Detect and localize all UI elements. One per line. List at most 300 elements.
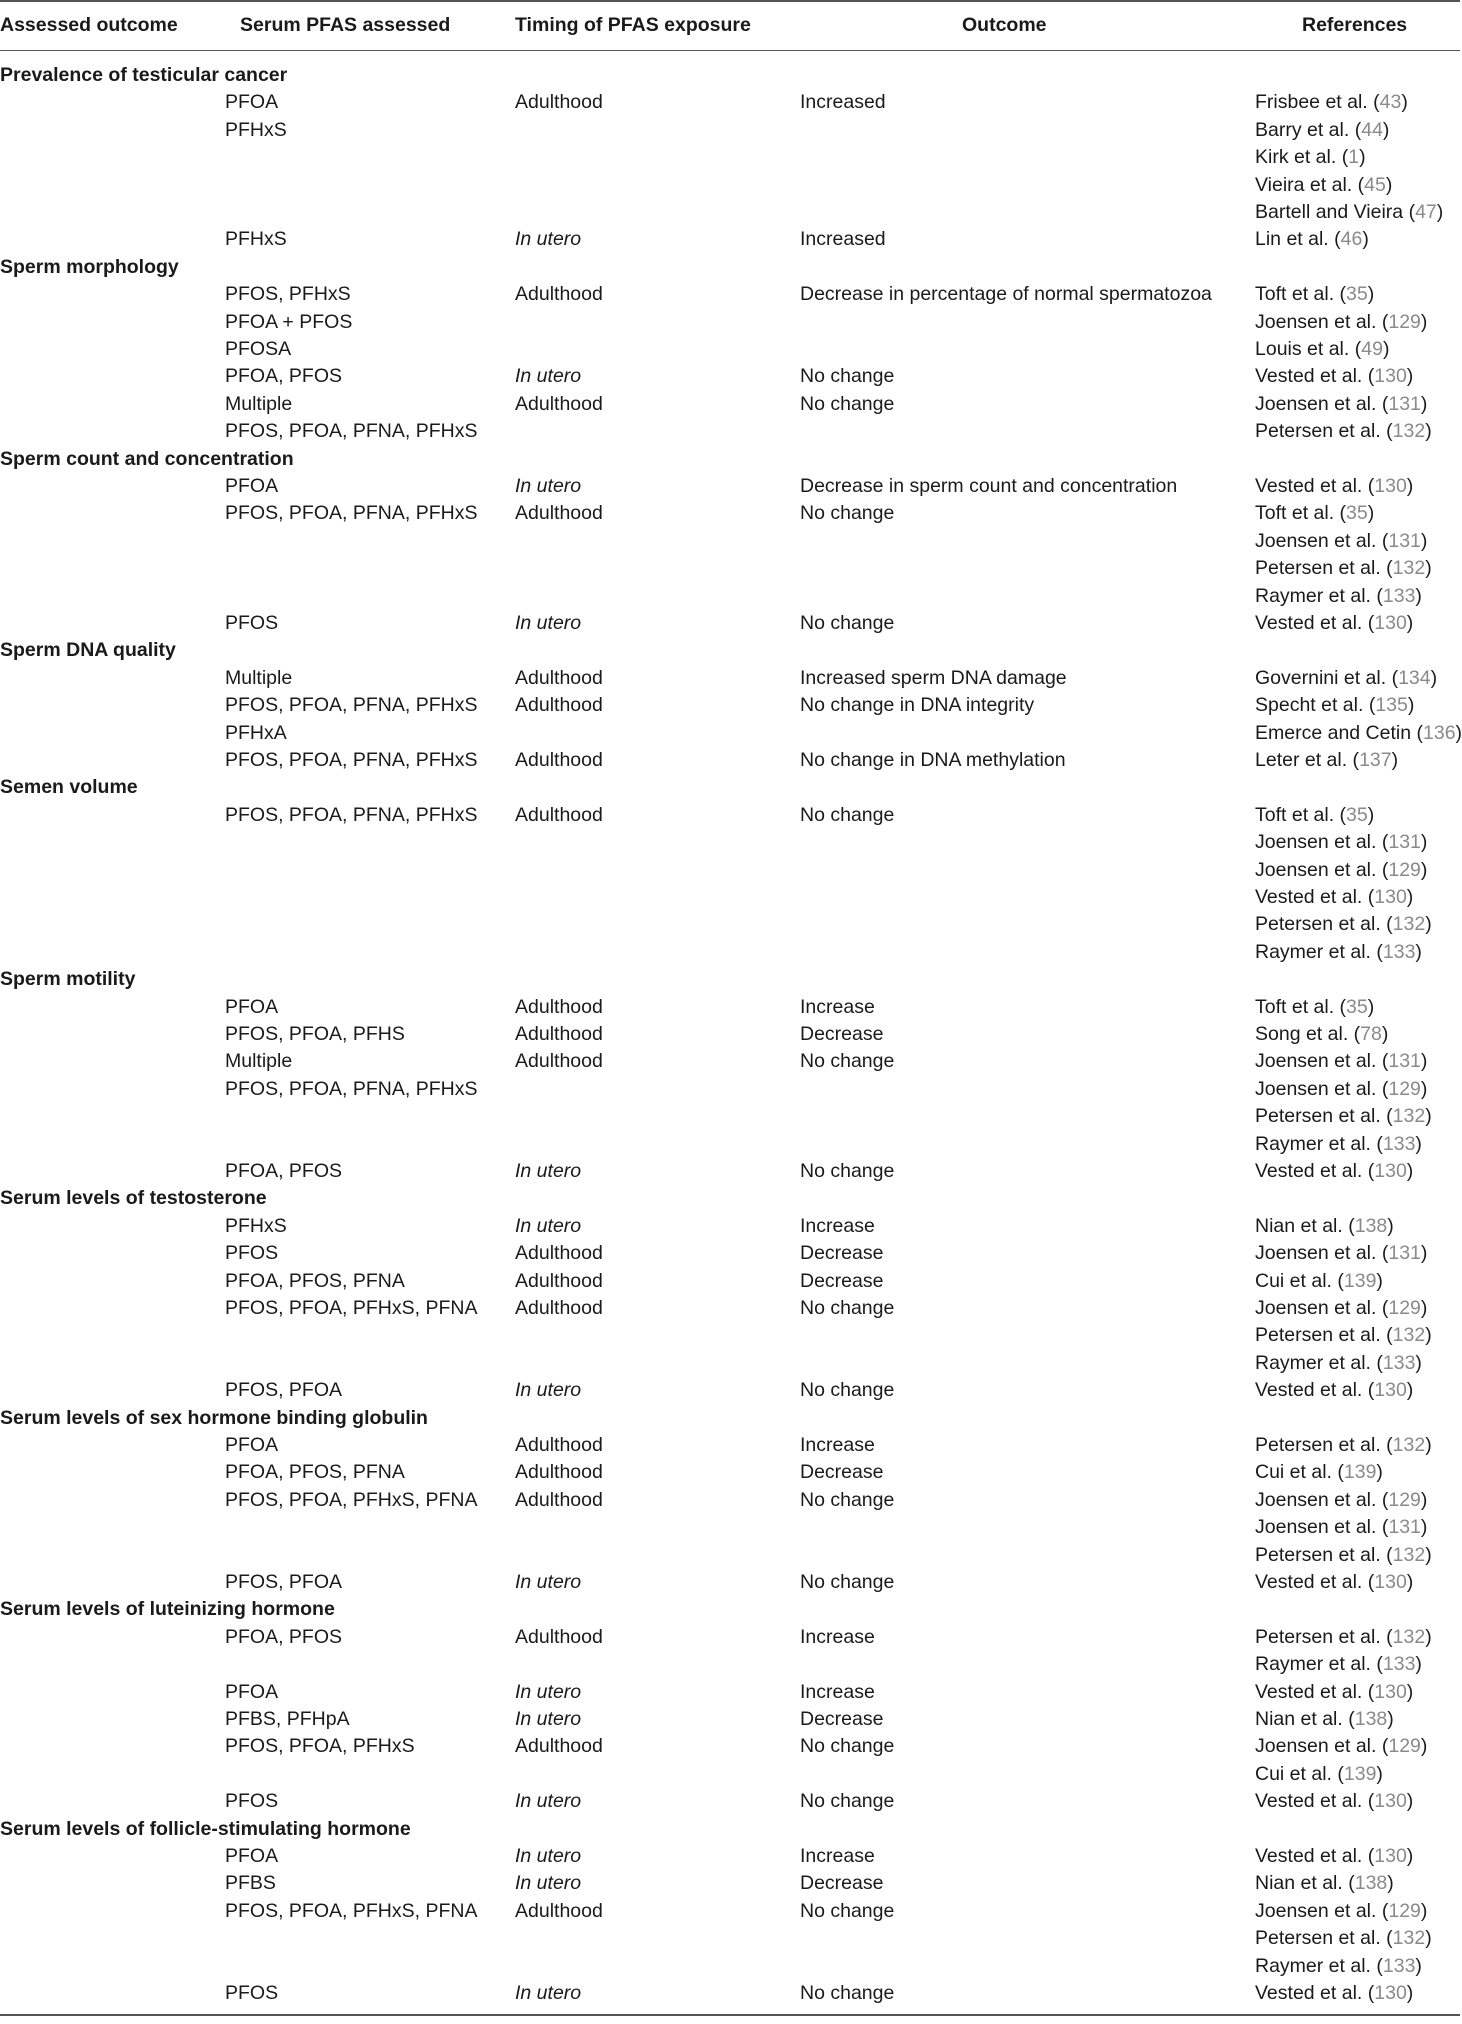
reference-number-link[interactable]: 134 xyxy=(1398,666,1431,689)
timing-cell: In utero xyxy=(515,1214,582,1237)
outcome-cell: Decrease xyxy=(800,1242,884,1265)
timing-cell: In utero xyxy=(515,1680,582,1703)
pfas-cell: PFOA xyxy=(225,1680,279,1703)
reference-author: Vested et al. xyxy=(1255,1160,1363,1182)
timing-cell: In utero xyxy=(515,1160,582,1182)
reference-number-link[interactable]: 130 xyxy=(1374,475,1407,497)
reference-author: Joensen et al. xyxy=(1255,1488,1377,1511)
reference-number-link[interactable]: 130 xyxy=(1374,1160,1407,1182)
reference-number-link[interactable]: 139 xyxy=(1343,1762,1377,1785)
section-heading: Serum levels of luteinizing hormone xyxy=(0,1598,335,1621)
reference-author: Toft et al. xyxy=(1255,502,1335,525)
reference-author: Vested et al. xyxy=(1255,1571,1363,1593)
reference-cell: Toft et al. (35) xyxy=(1255,995,1375,1018)
timing-cell: In utero xyxy=(515,1845,582,1867)
timing-cell: Adulthood xyxy=(515,1461,603,1484)
reference-author: Song et al. xyxy=(1255,1023,1349,1045)
outcome-cell: No change xyxy=(800,1488,895,1511)
reference-number-link[interactable]: 133 xyxy=(1382,1954,1416,1977)
header-assessed-outcome: Assessed outcome xyxy=(0,14,178,36)
reference-author: Raymer et al. xyxy=(1255,1351,1371,1374)
reference-cell: Raymer et al. (133) xyxy=(1255,940,1422,963)
outcome-cell: No change xyxy=(800,392,895,415)
reference-number-link[interactable]: 133 xyxy=(1382,940,1416,963)
reference-number-link[interactable]: 129 xyxy=(1388,1899,1421,1922)
reference-cell: Vested et al. (130) xyxy=(1255,886,1414,908)
pfas-cell: PFOA, PFOS xyxy=(225,365,343,388)
reference-number-link[interactable]: 78 xyxy=(1360,1023,1382,1045)
reference-cell: Joensen et al. (129) xyxy=(1255,1077,1428,1100)
timing-cell: In utero xyxy=(515,1872,582,1895)
reference-cell: Specht et al. (135) xyxy=(1255,694,1415,717)
reference-cell: Joensen et al. (131) xyxy=(1255,392,1428,415)
reference-author: Raymer et al. xyxy=(1255,584,1371,607)
reference-cell: Joensen et al. (129) xyxy=(1255,310,1428,333)
reference-number-link[interactable]: 130 xyxy=(1374,886,1407,908)
pfas-cell: PFOS, PFOA, PFNA, PFHxS xyxy=(225,749,478,771)
outcome-cell: Increase xyxy=(800,1845,875,1867)
reference-cell: Joensen et al. (129) xyxy=(1255,1297,1428,1319)
reference-author: Vested et al. xyxy=(1255,1982,1363,2004)
reference-number-link[interactable]: 45 xyxy=(1364,173,1386,196)
timing-cell: Adulthood xyxy=(515,1297,603,1319)
reference-author: Raymer et al. xyxy=(1255,1954,1371,1977)
header-outcome: Outcome xyxy=(962,14,1047,36)
reference-author: Nian et al. xyxy=(1255,1214,1343,1237)
reference-author: Joensen et al. xyxy=(1255,310,1377,333)
pfas-cell: PFOS, PFOA, PFHxS, PFNA xyxy=(225,1899,478,1922)
reference-author: Lin et al. xyxy=(1255,228,1329,251)
timing-cell: In utero xyxy=(515,365,582,388)
outcome-cell: Increase xyxy=(800,1680,875,1703)
section-heading: Sperm motility xyxy=(0,968,136,991)
reference-number-link[interactable]: 132 xyxy=(1392,1105,1426,1128)
timing-cell: Adulthood xyxy=(515,1899,603,1922)
reference-author: Governini et al. xyxy=(1255,666,1387,689)
reference-number-link[interactable]: 132 xyxy=(1392,1927,1426,1950)
timing-cell: Adulthood xyxy=(515,1050,603,1073)
reference-number-link[interactable]: 46 xyxy=(1340,228,1363,251)
reference-number-link[interactable]: 44 xyxy=(1361,118,1383,141)
pfas-cell: PFOS xyxy=(225,612,279,634)
reference-author: Nian et al. xyxy=(1255,1708,1343,1730)
header-rule xyxy=(0,50,1460,51)
pfas-cell: PFOS, PFOA xyxy=(225,1379,343,1402)
reference-author: Nian et al. xyxy=(1255,1872,1343,1895)
outcome-cell: Decrease in sperm count and concentration xyxy=(800,475,1178,497)
reference-author: Joensen et al. xyxy=(1255,1077,1377,1100)
timing-cell: Adulthood xyxy=(515,1242,603,1265)
reference-author: Petersen et al. xyxy=(1255,1324,1381,1347)
reference-cell: Joensen et al. (129) xyxy=(1255,1899,1428,1922)
reference-author: Vested et al. xyxy=(1255,475,1363,497)
reference-author: Toft et al. xyxy=(1255,283,1335,306)
reference-cell: Raymer et al. (133) xyxy=(1255,1653,1422,1676)
pfas-cell: PFOS, PFOA, PFNA, PFHxS xyxy=(225,1077,478,1100)
reference-author: Cui et al. xyxy=(1255,1461,1332,1484)
pfas-cell: PFOS, PFOA xyxy=(225,1571,343,1593)
timing-cell: In utero xyxy=(515,475,582,497)
timing-cell: Adulthood xyxy=(515,1023,603,1045)
reference-number-link[interactable]: 49 xyxy=(1361,338,1383,360)
reference-number-link[interactable]: 133 xyxy=(1382,584,1416,607)
reference-number-link[interactable]: 137 xyxy=(1359,749,1392,771)
reference-number-link[interactable]: 35 xyxy=(1346,283,1368,306)
reference-number-link[interactable]: 133 xyxy=(1382,1132,1416,1155)
reference-author: Toft et al. xyxy=(1255,803,1335,826)
reference-number-link[interactable]: 35 xyxy=(1346,995,1368,1018)
pfas-cell: PFOS, PFOA, PFNA, PFHxS xyxy=(225,502,478,525)
reference-author: Joensen et al. xyxy=(1255,1735,1377,1758)
reference-number-link[interactable]: 131 xyxy=(1388,392,1421,415)
reference-cell: Song et al. (78) xyxy=(1255,1023,1389,1045)
reference-author: Petersen et al. xyxy=(1255,1434,1381,1456)
reference-number-link[interactable]: 43 xyxy=(1379,91,1402,114)
outcome-cell: Increased sperm DNA damage xyxy=(800,666,1067,689)
outcome-cell: Increased xyxy=(800,91,886,114)
reference-cell: Toft et al. (35) xyxy=(1255,803,1375,826)
reference-author: Petersen et al. xyxy=(1255,420,1381,443)
outcome-cell: No change xyxy=(800,803,895,826)
reference-author: Toft et al. xyxy=(1255,995,1335,1018)
reference-author: Cui et al. xyxy=(1255,1762,1332,1785)
outcome-cell: No change in DNA methylation xyxy=(800,749,1066,771)
timing-cell: Adulthood xyxy=(515,1488,603,1511)
outcome-cell: Decrease xyxy=(800,1269,884,1292)
timing-cell: Adulthood xyxy=(515,1269,603,1292)
reference-author: Vested et al. xyxy=(1255,365,1363,388)
reference-number-link[interactable]: 129 xyxy=(1388,310,1421,333)
reference-cell: Petersen et al. (132) xyxy=(1255,1324,1432,1347)
reference-number-link[interactable]: 133 xyxy=(1382,1653,1416,1676)
section-heading: Semen volume xyxy=(0,776,138,799)
section-heading: Serum levels of testosterone xyxy=(0,1187,267,1210)
reference-author: Emerce and Cetin xyxy=(1255,721,1412,744)
reference-cell: Nian et al. (138) xyxy=(1255,1872,1394,1895)
reference-number-link[interactable]: 131 xyxy=(1388,1242,1421,1265)
reference-cell: Petersen et al. (132) xyxy=(1255,1434,1432,1456)
reference-cell: Cui et al. (139) xyxy=(1255,1461,1383,1484)
outcome-cell: No change xyxy=(800,1982,895,2004)
reference-author: Leter et al. xyxy=(1255,749,1348,771)
reference-author: Louis et al. xyxy=(1255,338,1350,360)
timing-cell: Adulthood xyxy=(515,666,603,689)
reference-cell: Joensen et al. (131) xyxy=(1255,1242,1428,1265)
reference-cell: Nian et al. (138) xyxy=(1255,1708,1394,1730)
reference-author: Joensen et al. xyxy=(1255,529,1377,552)
timing-cell: Adulthood xyxy=(515,694,603,717)
reference-cell: Petersen et al. (132) xyxy=(1255,1927,1432,1950)
pfas-cell: PFOA + PFOS xyxy=(225,310,353,333)
timing-cell: Adulthood xyxy=(515,283,603,306)
outcome-cell: Increase xyxy=(800,1214,875,1237)
reference-number-link[interactable]: 130 xyxy=(1374,1680,1407,1703)
reference-cell: Joensen et al. (131) xyxy=(1255,1516,1428,1539)
timing-cell: Adulthood xyxy=(515,502,603,525)
section-heading: Sperm morphology xyxy=(0,255,179,278)
section-heading: Serum levels of sex hormone binding globulin xyxy=(0,1406,428,1429)
pfas-cell: PFBS, PFHpA xyxy=(225,1708,350,1730)
reference-number-link[interactable]: 130 xyxy=(1374,1790,1407,1813)
pfas-cell: PFOS, PFHxS xyxy=(225,283,351,306)
timing-cell: Adulthood xyxy=(515,749,603,771)
reference-number-link[interactable]: 129 xyxy=(1388,1735,1421,1758)
outcome-cell: No change xyxy=(800,1571,895,1593)
reference-cell: Vested et al. (130) xyxy=(1255,612,1414,634)
reference-cell: Toft et al. (35) xyxy=(1255,283,1375,306)
reference-author: Petersen et al. xyxy=(1255,1543,1381,1566)
reference-cell: Vested et al. (130) xyxy=(1255,1982,1414,2004)
reference-cell: Leter et al. (137) xyxy=(1255,749,1399,771)
timing-cell: Adulthood xyxy=(515,91,603,114)
pfas-cell: PFOS, PFOA, PFHS xyxy=(225,1023,405,1045)
reference-author: Raymer et al. xyxy=(1255,1132,1371,1155)
reference-cell: Petersen et al. (132) xyxy=(1255,1105,1432,1128)
reference-cell: Vested et al. (130) xyxy=(1255,1160,1414,1182)
pfas-cell: PFOS, PFOA, PFHxS, PFNA xyxy=(225,1297,478,1319)
pfas-cell: PFOS, PFOA, PFNA, PFHxS xyxy=(225,420,478,443)
section-heading: Serum levels of follicle-stimulating hormone xyxy=(0,1817,411,1840)
reference-author: Vieira et al. xyxy=(1255,173,1353,196)
reference-author: Frisbee et al. xyxy=(1255,91,1368,114)
reference-cell: Cui et al. (139) xyxy=(1255,1269,1383,1292)
section-heading: Sperm DNA quality xyxy=(0,639,176,662)
reference-author: Petersen et al. xyxy=(1255,1105,1381,1128)
timing-cell: Adulthood xyxy=(515,392,603,415)
reference-cell: Raymer et al. (133) xyxy=(1255,1954,1422,1977)
reference-cell: Vieira et al. (45) xyxy=(1255,173,1393,196)
reference-number-link[interactable]: 131 xyxy=(1388,831,1421,854)
reference-number-link[interactable]: 35 xyxy=(1346,803,1368,826)
pfas-cell: PFHxS xyxy=(225,118,287,141)
pfas-cell: PFOS, PFOA, PFNA, PFHxS xyxy=(225,694,478,717)
pfas-cell: PFOS xyxy=(225,1790,279,1813)
reference-cell: Vested et al. (130) xyxy=(1255,1680,1414,1703)
reference-number-link[interactable]: 131 xyxy=(1388,1516,1421,1539)
reference-author: Vested et al. xyxy=(1255,612,1363,634)
reference-number-link[interactable]: 139 xyxy=(1343,1269,1377,1292)
reference-cell: Joensen et al. (131) xyxy=(1255,1050,1428,1073)
reference-cell: Toft et al. (35) xyxy=(1255,502,1375,525)
reference-author: Joensen et al. xyxy=(1255,1297,1377,1319)
section-heading: Sperm count and concentration xyxy=(0,447,294,470)
pfas-cell: PFOA, PFOS, PFNA xyxy=(225,1461,405,1484)
reference-cell: Joensen et al. (129) xyxy=(1255,858,1428,881)
reference-cell: Louis et al. (49) xyxy=(1255,338,1390,360)
reference-author: Petersen et al. xyxy=(1255,1625,1381,1648)
reference-cell: Raymer et al. (133) xyxy=(1255,1132,1422,1155)
reference-cell: Cui et al. (139) xyxy=(1255,1762,1383,1785)
reference-number-link[interactable]: 138 xyxy=(1354,1708,1388,1730)
reference-cell: Vested et al. (130) xyxy=(1255,475,1414,497)
pfas-cell: Multiple xyxy=(225,1050,293,1073)
outcome-cell: No change xyxy=(800,365,895,388)
reference-author: Joensen et al. xyxy=(1255,1242,1377,1265)
timing-cell: In utero xyxy=(515,1982,582,2004)
reference-author: Kirk et al. xyxy=(1255,146,1337,169)
reference-number-link[interactable]: 130 xyxy=(1374,1379,1407,1402)
pfas-cell: PFOS xyxy=(225,1982,279,2004)
timing-cell: In utero xyxy=(515,1708,582,1730)
reference-cell: Frisbee et al. (43) xyxy=(1255,91,1408,114)
reference-author: Vested et al. xyxy=(1255,1790,1363,1813)
pfas-cell: PFOA, PFOS xyxy=(225,1625,343,1648)
reference-number-link[interactable]: 47 xyxy=(1415,201,1437,223)
timing-cell: Adulthood xyxy=(515,803,603,826)
reference-number-link[interactable]: 1 xyxy=(1348,146,1360,169)
reference-author: Joensen et al. xyxy=(1255,1516,1377,1539)
section-heading: Prevalence of testicular cancer xyxy=(0,64,288,86)
timing-cell: Adulthood xyxy=(515,1434,603,1456)
pfas-cell: PFOS, PFOA, PFHxS, PFNA xyxy=(225,1488,478,1511)
timing-cell: In utero xyxy=(515,228,582,251)
reference-author: Raymer et al. xyxy=(1255,940,1371,963)
outcome-cell: No change xyxy=(800,612,895,634)
reference-author: Joensen et al. xyxy=(1255,1050,1377,1073)
outcome-cell: Increase xyxy=(800,995,875,1018)
pfas-cell: PFOA xyxy=(225,995,279,1018)
reference-number-link[interactable]: 132 xyxy=(1392,557,1426,580)
reference-cell: Vested et al. (130) xyxy=(1255,365,1414,388)
reference-author: Vested et al. xyxy=(1255,1845,1363,1867)
reference-author: Petersen et al. xyxy=(1255,1927,1381,1950)
outcome-cell: Decrease in percentage of normal spermatozoa xyxy=(800,283,1212,306)
reference-number-link[interactable]: 132 xyxy=(1392,913,1426,936)
outcome-cell: No change xyxy=(800,1050,895,1073)
pfas-cell: PFHxS xyxy=(225,228,287,251)
reference-author: Joensen et al. xyxy=(1255,392,1377,415)
reference-cell: Bartell and Vieira (47) xyxy=(1255,201,1444,223)
reference-number-link[interactable]: 130 xyxy=(1374,1982,1407,2004)
reference-number-link[interactable]: 132 xyxy=(1392,420,1426,443)
reference-number-link[interactable]: 132 xyxy=(1392,1543,1426,1566)
reference-number-link[interactable]: 129 xyxy=(1388,1297,1421,1319)
reference-number-link[interactable]: 133 xyxy=(1382,1351,1416,1374)
pfas-cell: Multiple xyxy=(225,392,293,415)
reference-cell: Joensen et al. (131) xyxy=(1255,529,1428,552)
outcome-cell: Decrease xyxy=(800,1708,884,1730)
reference-cell: Joensen et al. (129) xyxy=(1255,1735,1428,1758)
reference-number-link[interactable]: 131 xyxy=(1388,529,1421,552)
header-references: References xyxy=(1302,14,1408,36)
reference-cell: Vested et al. (130) xyxy=(1255,1571,1414,1593)
reference-number-link[interactable]: 135 xyxy=(1375,694,1408,717)
header-serum-pfas: Serum PFAS assessed xyxy=(240,14,451,36)
timing-cell: In utero xyxy=(515,1379,582,1402)
reference-number-link[interactable]: 129 xyxy=(1388,1488,1421,1511)
pfas-cell: Multiple xyxy=(225,666,293,689)
timing-cell: In utero xyxy=(515,612,582,634)
reference-number-link[interactable]: 35 xyxy=(1346,502,1368,525)
reference-number-link[interactable]: 130 xyxy=(1374,612,1407,634)
reference-author: Raymer et al. xyxy=(1255,1653,1371,1676)
reference-cell: Petersen et al. (132) xyxy=(1255,557,1432,580)
pfas-cell: PFOS, PFOA, PFNA, PFHxS xyxy=(225,803,478,826)
reference-number-link[interactable]: 136 xyxy=(1423,721,1456,744)
outcome-cell: No change xyxy=(800,502,895,525)
reference-author: Cui et al. xyxy=(1255,1269,1332,1292)
top-rule xyxy=(0,0,1460,2)
reference-author: Specht et al. xyxy=(1255,694,1364,717)
timing-cell: In utero xyxy=(515,1790,582,1813)
reference-number-link[interactable]: 132 xyxy=(1392,1324,1426,1347)
reference-author: Joensen et al. xyxy=(1255,858,1377,881)
reference-cell: Nian et al. (138) xyxy=(1255,1214,1394,1237)
timing-cell: Adulthood xyxy=(515,1735,603,1758)
reference-cell: Petersen et al. (132) xyxy=(1255,913,1432,936)
outcome-cell: Decrease xyxy=(800,1872,884,1895)
pfas-cell: PFOA xyxy=(225,1434,279,1456)
reference-cell: Petersen et al. (132) xyxy=(1255,420,1432,443)
reference-number-link[interactable]: 129 xyxy=(1388,858,1421,881)
outcome-cell: Increased xyxy=(800,228,886,251)
pfas-cell: PFOS xyxy=(225,1242,279,1265)
outcome-cell: No change in DNA integrity xyxy=(800,694,1035,717)
reference-cell: Petersen et al. (132) xyxy=(1255,1543,1432,1566)
reference-author: Barry et al. xyxy=(1255,118,1350,141)
pfas-cell: PFOA, PFOS, PFNA xyxy=(225,1269,405,1292)
timing-cell: Adulthood xyxy=(515,1625,603,1648)
reference-number-link[interactable]: 132 xyxy=(1392,1625,1426,1648)
pfas-cell: PFBS xyxy=(225,1872,276,1895)
reference-cell: Kirk et al. (1) xyxy=(1255,146,1366,169)
outcome-cell: No change xyxy=(800,1790,895,1813)
outcome-cell: No change xyxy=(800,1735,895,1758)
outcome-cell: Increase xyxy=(800,1434,875,1456)
reference-cell: Vested et al. (130) xyxy=(1255,1379,1414,1402)
pfas-cell: PFHxS xyxy=(225,1214,287,1237)
reference-cell: Vested et al. (130) xyxy=(1255,1790,1414,1813)
reference-number-link[interactable]: 138 xyxy=(1354,1214,1388,1237)
reference-cell: Raymer et al. (133) xyxy=(1255,584,1422,607)
outcome-cell: Decrease xyxy=(800,1023,884,1045)
outcome-cell: No change xyxy=(800,1379,895,1402)
reference-cell: Vested et al. (130) xyxy=(1255,1845,1414,1867)
pfas-cell: PFOSA xyxy=(225,338,292,360)
outcome-cell: Decrease xyxy=(800,1461,884,1484)
timing-cell: In utero xyxy=(515,1571,582,1593)
reference-number-link[interactable]: 132 xyxy=(1392,1434,1426,1456)
reference-cell: Emerce and Cetin (136) xyxy=(1255,721,1462,744)
reference-author: Petersen et al. xyxy=(1255,913,1381,936)
pfas-cell: PFOA, PFOS xyxy=(225,1160,343,1182)
reference-number-link[interactable]: 138 xyxy=(1354,1872,1388,1895)
reference-number-link[interactable]: 130 xyxy=(1374,365,1407,388)
reference-cell: Joensen et al. (131) xyxy=(1255,831,1428,854)
reference-author: Joensen et al. xyxy=(1255,831,1377,854)
outcome-cell: Increase xyxy=(800,1625,875,1648)
reference-number-link[interactable]: 131 xyxy=(1388,1050,1421,1073)
reference-number-link[interactable]: 130 xyxy=(1374,1845,1407,1867)
reference-cell: Raymer et al. (133) xyxy=(1255,1351,1422,1374)
reference-number-link[interactable]: 130 xyxy=(1374,1571,1407,1593)
pfas-cell: PFHxA xyxy=(225,721,287,744)
reference-cell: Lin et al. (46) xyxy=(1255,228,1369,251)
reference-author: Petersen et al. xyxy=(1255,557,1381,580)
bottom-rule xyxy=(0,2014,1460,2016)
reference-cell: Petersen et al. (132) xyxy=(1255,1625,1432,1648)
timing-cell: Adulthood xyxy=(515,995,603,1018)
pfas-cell: PFOS, PFOA, PFHxS xyxy=(225,1735,415,1758)
reference-number-link[interactable]: 129 xyxy=(1388,1077,1421,1100)
reference-cell: Governini et al. (134) xyxy=(1255,666,1438,689)
reference-author: Bartell and Vieira xyxy=(1255,201,1404,223)
pfas-cell: PFOA xyxy=(225,1845,279,1867)
reference-author: Vested et al. xyxy=(1255,1680,1363,1703)
reference-number-link[interactable]: 139 xyxy=(1343,1461,1377,1484)
reference-author: Joensen et al. xyxy=(1255,1899,1377,1922)
pfas-cell: PFOA xyxy=(225,475,279,497)
